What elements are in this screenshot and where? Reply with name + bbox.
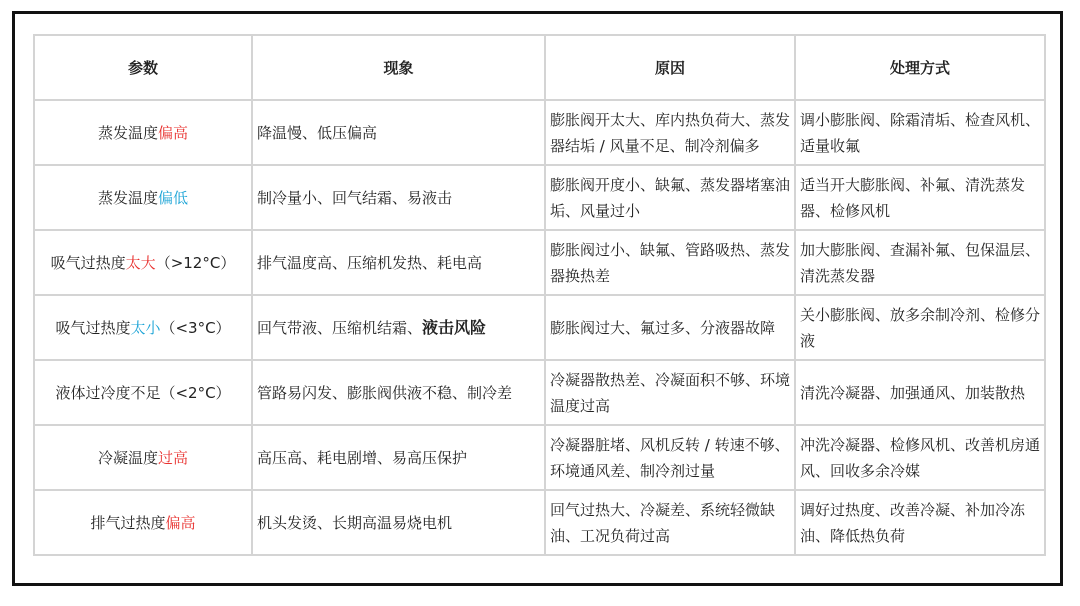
action-cell: 清洗冷凝器、加强通风、加装散热 xyxy=(795,360,1045,425)
param-highlight: 过高 xyxy=(158,448,189,467)
param-cell xyxy=(34,425,252,490)
action-cell: 加大膨胀阀、查漏补氟、包保温层、清洗蒸发器 xyxy=(795,230,1045,295)
cause-cell: 冷凝器散热差、冷凝面积不够、环境温度过高 xyxy=(545,360,795,425)
phenomenon-text: 降温慢、低压偏高 xyxy=(257,123,378,142)
table-row xyxy=(34,165,1045,230)
phenomenon-text: 排气温度高、压缩机发热、耗电高 xyxy=(257,253,483,272)
param-text: 冷凝温度 xyxy=(97,448,158,467)
cause-cell: 膨胀阀开度小、缺氟、蒸发器堵塞油垢、风量过小 xyxy=(545,165,795,230)
cause-cell: 回气过热大、冷凝差、系统轻微缺油、工况负荷过高 xyxy=(545,490,795,555)
phenomenon-emphasis: 液击风险 xyxy=(422,317,487,337)
phenomenon-cell xyxy=(252,490,545,555)
action-cell: 调小膨胀阀、除霜清垢、检查风机、适量收氟 xyxy=(795,100,1045,165)
param-text: 吸气过热度 xyxy=(50,253,126,272)
action-cell: 冲洗冷凝器、检修风机、改善机房通风、回收多余冷媒 xyxy=(795,425,1045,490)
param-text: 排气过热度 xyxy=(90,513,166,532)
param-cell xyxy=(34,165,252,230)
param-text: 液体过冷度不足（<2°C） xyxy=(55,383,231,402)
param-text: 吸气过热度 xyxy=(55,318,131,337)
action-cell: 适当开大膨胀阀、补氟、清洗蒸发器、检修风机 xyxy=(795,165,1045,230)
cause-cell: 膨胀阀开太大、库内热负荷大、蒸发器结垢 / 风量不足、制冷剂偏多 xyxy=(545,100,795,165)
phenomenon-text: 回气带液、压缩机结霜、 xyxy=(257,318,423,337)
phenomenon-cell xyxy=(252,100,545,165)
phenomenon-text: 管路易闪发、膨胀阀供液不稳、制冷差 xyxy=(257,383,513,402)
header-param: 参数 xyxy=(34,35,252,100)
header-phenomenon: 现象 xyxy=(252,35,545,100)
param-highlight: 太大 xyxy=(125,253,156,272)
cause-cell: 膨胀阀过大、氟过多、分液器故障 xyxy=(545,295,795,360)
table-frame xyxy=(12,11,1063,586)
param-highlight: 偏低 xyxy=(158,188,189,207)
param-cell xyxy=(34,230,252,295)
phenomenon-text: 制冷量小、回气结霜、易液击 xyxy=(257,188,453,207)
param-cell xyxy=(34,100,252,165)
table-row xyxy=(34,230,1045,295)
action-cell: 关小膨胀阀、放多余制冷剂、检修分液 xyxy=(795,295,1045,360)
table-row xyxy=(34,425,1045,490)
table-row xyxy=(34,490,1045,555)
param-suffix: （>12°C） xyxy=(155,253,236,272)
param-cell xyxy=(34,490,252,555)
phenomenon-cell xyxy=(252,165,545,230)
phenomenon-text: 机头发烫、长期高温易烧电机 xyxy=(257,513,453,532)
phenomenon-cell xyxy=(252,360,545,425)
header-action: 处理方式 xyxy=(795,35,1045,100)
param-text: 蒸发温度 xyxy=(97,188,158,207)
param-cell xyxy=(34,295,252,360)
param-suffix: （<3°C） xyxy=(160,318,231,337)
header-row xyxy=(34,35,1045,100)
param-highlight: 偏高 xyxy=(158,123,189,142)
phenomenon-text: 高压高、耗电剧增、易高压保护 xyxy=(257,448,468,467)
parameter-table xyxy=(33,34,1046,556)
phenomenon-cell xyxy=(252,295,545,360)
action-cell: 调好过热度、改善冷凝、补加冷冻油、降低热负荷 xyxy=(795,490,1045,555)
param-cell xyxy=(34,360,252,425)
header-cause: 原因 xyxy=(545,35,795,100)
param-highlight: 太小 xyxy=(130,318,161,337)
param-highlight: 偏高 xyxy=(165,513,196,532)
table-row xyxy=(34,360,1045,425)
phenomenon-cell xyxy=(252,230,545,295)
cause-cell: 膨胀阀过小、缺氟、管路吸热、蒸发器换热差 xyxy=(545,230,795,295)
phenomenon-cell xyxy=(252,425,545,490)
table-row xyxy=(34,100,1045,165)
param-text: 蒸发温度 xyxy=(97,123,158,142)
table-row xyxy=(34,295,1045,360)
cause-cell: 冷凝器脏堵、风机反转 / 转速不够、环境通风差、制冷剂过量 xyxy=(545,425,795,490)
